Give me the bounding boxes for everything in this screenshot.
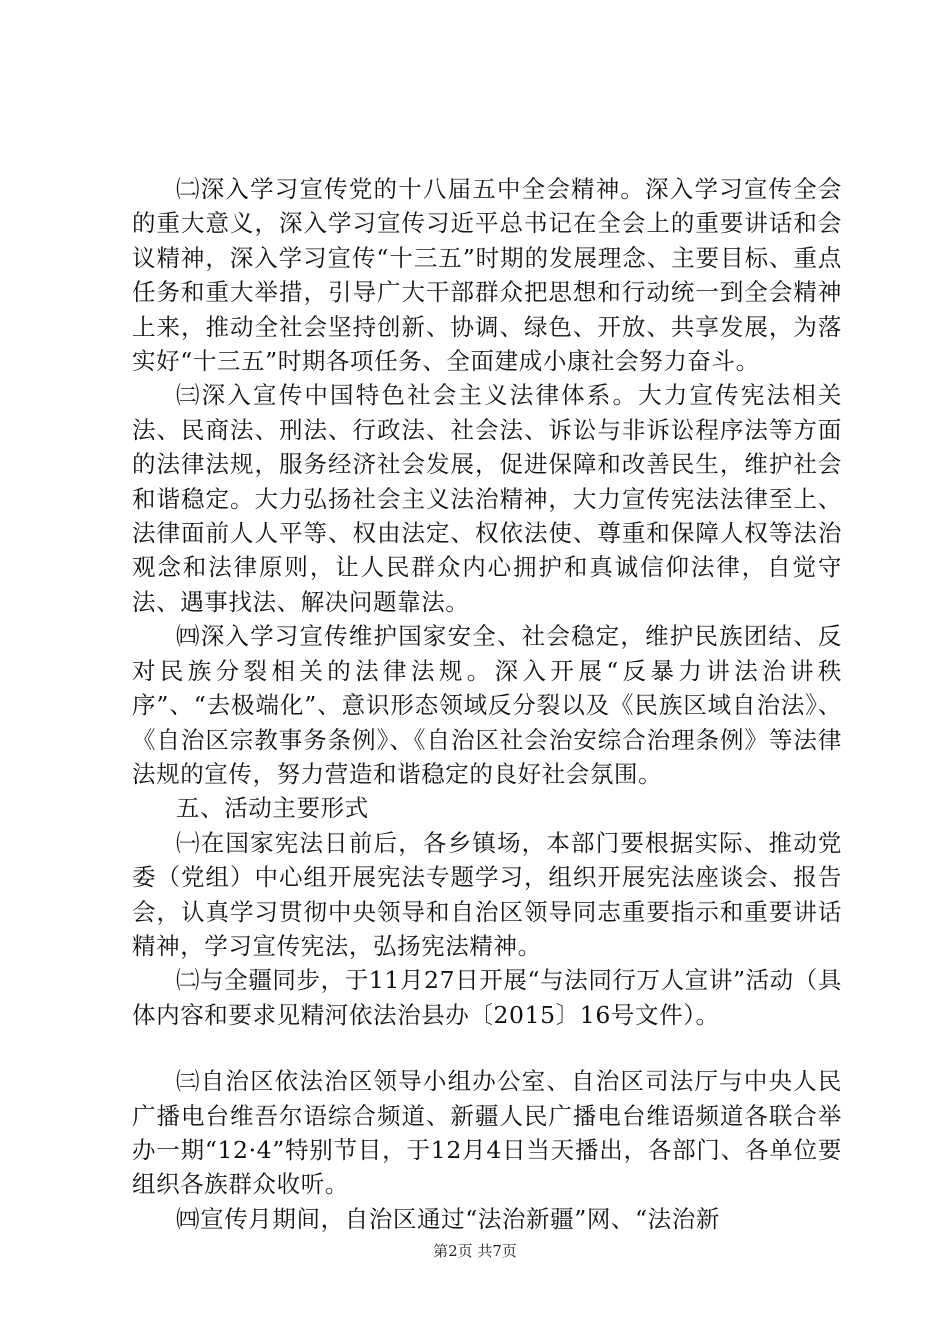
paragraph-lecture-activity: ㈡与全疆同步，于11月27日开展“与法同行万人宣讲”活动（具体内容和要求见精河依法治县办〔2015〕16号文件）。 <box>132 966 842 1029</box>
paragraph-publicity-month: ㈣宣传月期间，自治区通过“法治新疆”网、“法治新 <box>176 1204 720 1233</box>
paragraph-constitution-day: ㈠在国家宪法日前后，各乡镇场，本部门要根据实际、推动党委（党组）中心组开展宪法专题学习，组织开展宪法座谈会、报告会，认真学习贯彻中央领导和自治区领导同志重要指示和重要讲话精神，学习宣传宪法，弘扬宪法精神。 <box>132 828 842 960</box>
page-footer: 第2页 共7页 <box>433 1242 517 1260</box>
paragraph-radio-program: ㈢自治区依法治区领导小组办公室、自治区司法厅与中央人民广播电台维吾尔语综合频道、新疆人民广播电台维语频道各联合举办一期“12·4”特别节目，于12月4日当天播出，各部门、各单位要组织各族群众收听。 <box>132 1067 842 1199</box>
paragraph-legal-system: ㈢深入宣传中国特色社会主义法律体系。大力宣传宪法相关法、民商法、刑法、行政法、社会法、诉讼与非诉讼程序法等方面的法律法规，服务经济社会发展，促进保障和改善民生，维护社会和谐稳定。大力弘扬社会主义法治精神，大力宣传宪法法律至上、法律面前人人平等、权由法定、权依法使、尊重和保障人权等法治观念和法律原则，让人民群众内心拥护和真诚信仰法律，自觉守法、遇事找法、解决问题靠法。 <box>132 381 842 616</box>
section-heading-activity-forms: 五、活动主要形式 <box>176 794 369 823</box>
paragraph-study-fifth-plenum: ㈡深入学习宣传党的十八届五中全会精神。深入学习宣传全会的重大意义，深入学习宣传习近平总书记在全会上的重要讲话和会议精神，深入学习宣传“十三五”时期的发展理念、主要目标、重点任务和重大举措，引导广大干部群众把思想和行动统一到全会精神上来，推动全社会坚持创新、协调、绿色、开放、共享发展，为落实好“十三五”时期各项任务、全面建成小康社会努力奋斗。 <box>132 175 842 376</box>
paragraph-national-security: ㈣深入学习宣传维护国家安全、社会稳定，维护民族团结、反对民族分裂相关的法律法规。深入开展“反暴力讲法治讲秩序”、“去极端化”、意识形态领域反分裂以及《民族区域自治法》、《自治区宗教事务条例》、《自治区社会治安综合治理条例》等法律法规的宣传，努力营造和谐稳定的良好社会氛围。 <box>132 622 842 788</box>
document-body <box>132 172 842 1236</box>
